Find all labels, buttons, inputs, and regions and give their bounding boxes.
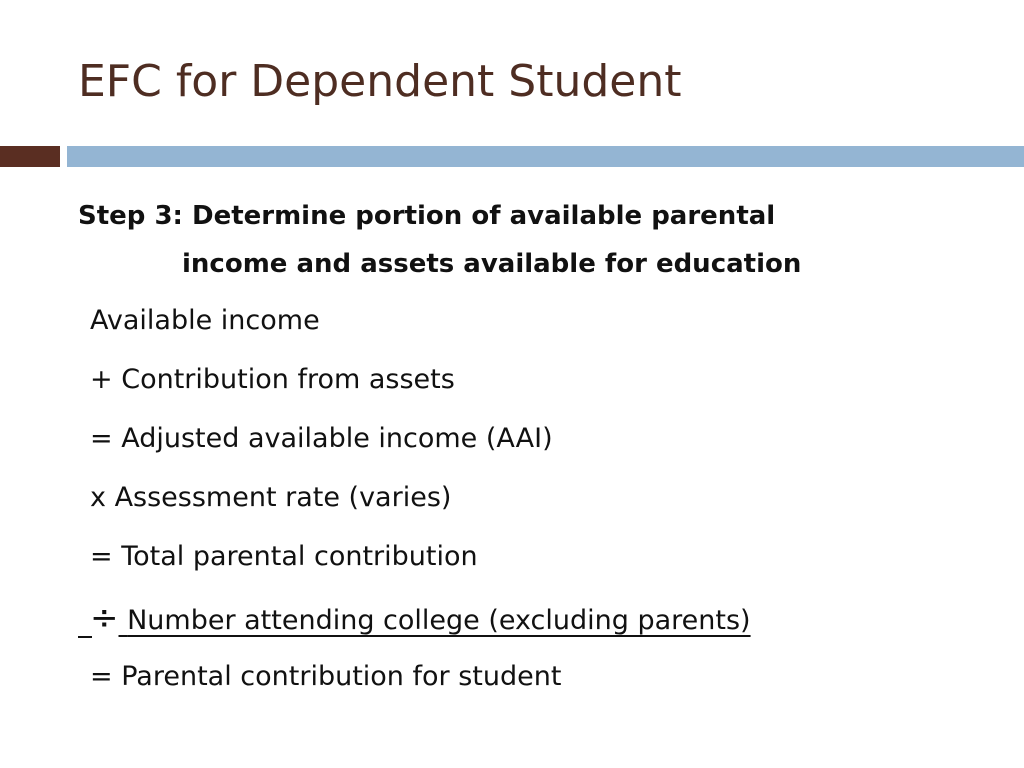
formula-line-assessment-rate [90, 480, 451, 516]
step-heading-line1: Step 3: Determine portion of available parental [78, 201, 776, 231]
equals-operator: = [90, 661, 113, 692]
equals-operator: = [90, 541, 113, 572]
formula-line-contribution-from-assets [90, 362, 455, 398]
formula-line-number-attending [90, 600, 751, 639]
slide-title: EFC for Dependent Student [78, 56, 682, 107]
plus-operator: + [90, 364, 113, 395]
step-heading-line2: income and assets available for education [182, 249, 802, 279]
formula-text: Parental contribution for student [121, 661, 562, 692]
formula-line-parental-contribution-for-student [90, 659, 561, 695]
formula-text: Total parental contribution [121, 541, 478, 572]
formula-line-available-income [90, 303, 320, 339]
equals-operator: = [90, 423, 113, 454]
formula-text: Number attending college (excluding parents) [127, 605, 751, 636]
divide-operator: ÷ [90, 598, 119, 638]
formula-text: Adjusted available income (AAI) [121, 423, 553, 454]
multiply-operator: x [90, 482, 106, 513]
formula-text: Available income [90, 305, 320, 336]
accent-band-light [67, 146, 1024, 167]
step-heading [78, 192, 801, 288]
formula-text: Contribution from assets [121, 364, 455, 395]
formula-line-total-parental-contribution [90, 539, 478, 575]
formula-line-aai [90, 421, 553, 457]
accent-band-dark [0, 146, 60, 167]
formula-text: Assessment rate (varies) [114, 482, 452, 513]
